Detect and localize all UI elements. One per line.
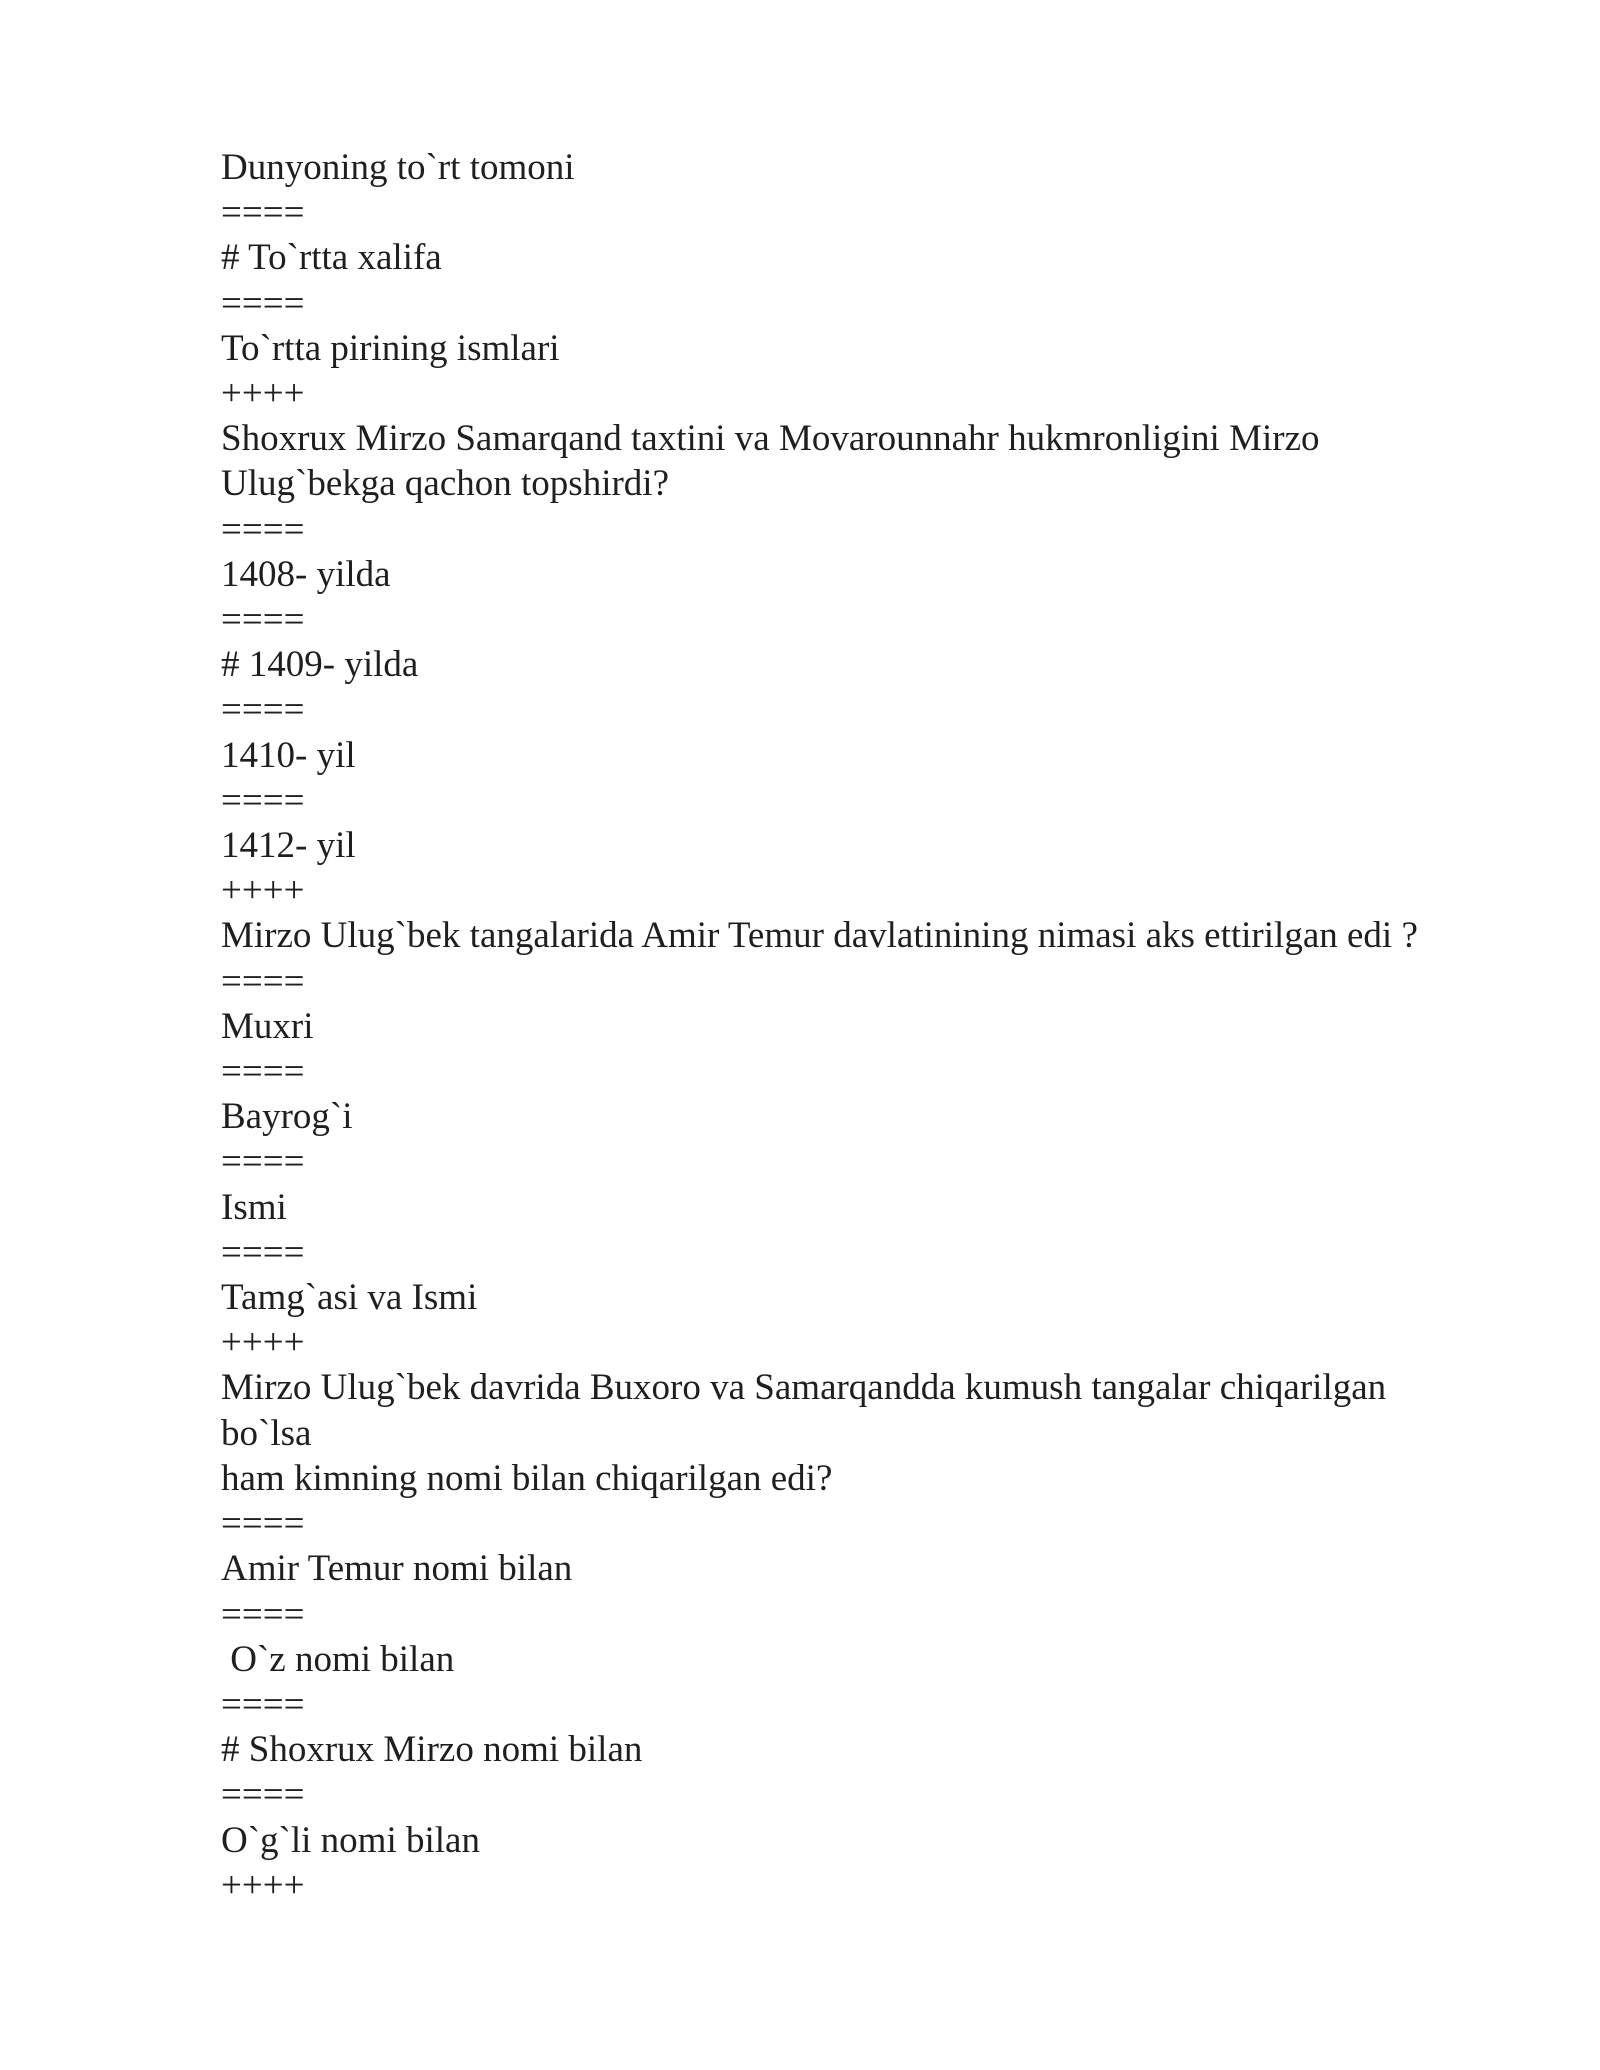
correct-answer-line: # To`rtta xalifa: [221, 237, 442, 279]
option-separator: ====: [221, 508, 305, 550]
text-line: Muxri: [221, 1005, 314, 1047]
text-line: Ulug`bekga qachon topshirdi?: [221, 463, 669, 505]
text-line: To`rtta pirining ismlari: [221, 327, 560, 369]
option-separator: ====: [221, 1593, 305, 1635]
question-separator: ++++: [221, 1864, 305, 1906]
text-line: Mirzo Ulug`bek tangalarida Amir Temur davlatinining nimasi aks ettirilgan edi ?: [221, 915, 1418, 957]
text-line: Amir Temur nomi bilan: [221, 1548, 573, 1590]
option-separator: ====: [221, 282, 305, 324]
option-separator: ====: [221, 1231, 305, 1273]
text-line: Tamg`asi va Ismi: [221, 1277, 478, 1319]
text-line: Dunyoning to`rt tomoni: [221, 147, 575, 188]
text-line: Bayrog`i: [221, 1096, 353, 1138]
option-separator: ====: [221, 1683, 305, 1725]
question-separator: ++++: [221, 373, 305, 415]
text-line: Ismi: [221, 1186, 287, 1228]
question-separator: ++++: [221, 1322, 305, 1364]
text-line: 1408- yilda: [221, 553, 391, 595]
option-separator: ====: [221, 1051, 305, 1093]
text-line: 1410- yil: [221, 734, 356, 776]
text-line: O`z nomi bilan: [221, 1638, 455, 1680]
question-separator: ++++: [221, 870, 305, 912]
correct-answer-line: # Shoxrux Mirzo nomi bilan: [221, 1729, 643, 1771]
text-line: Mirzo Ulug`bek davrida Buxoro va Samarqandda kumush tangalar chiqarilgan bo`lsa: [221, 1367, 1396, 1454]
document-body: [221, 145, 1481, 1908]
option-separator: ====: [221, 1141, 305, 1183]
option-separator: ====: [221, 599, 305, 641]
text-line: 1412- yil: [221, 825, 356, 867]
option-separator: ====: [221, 1503, 305, 1545]
option-separator: ====: [221, 960, 305, 1002]
option-separator: ====: [221, 689, 305, 731]
text-line: Shoxrux Mirzo Samarqand taxtini va Movarounnahr hukmronligini Mirzo: [221, 418, 1320, 460]
option-separator: ====: [221, 779, 305, 821]
option-separator: ====: [221, 192, 305, 234]
text-line: O`g`li nomi bilan: [221, 1819, 480, 1861]
option-separator: ====: [221, 1774, 305, 1816]
correct-answer-line: # 1409- yilda: [221, 644, 419, 686]
text-line: ham kimning nomi bilan chiqarilgan edi?: [221, 1457, 833, 1499]
